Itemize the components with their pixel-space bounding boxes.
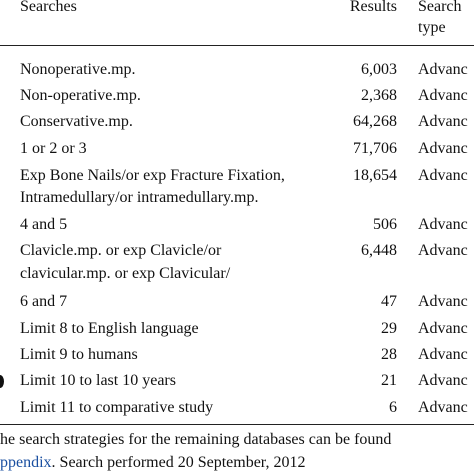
row-11-results: 21 [381,372,397,389]
header-search-type-line1: Search [418,0,462,15]
row-8-results: 47 [381,293,397,310]
header-rule [0,45,474,46]
footnote-line1: he search strategies for the remaining databases can be found [0,431,392,448]
row-12-type: Advanc [418,399,468,416]
row-7-type: Advanc [418,242,468,259]
bottom-rule [0,424,474,425]
row-5-type: Advanc [418,167,468,184]
row-1-results: 6,003 [361,61,397,78]
row-10-results: 28 [381,346,397,363]
header-searches: Searches [20,0,77,15]
footnote-line2-text: . Search performed 20 September, 2012 [51,454,306,471]
appendix-link[interactable]: ppendix [0,454,52,471]
row-6-results: 506 [373,216,397,233]
row-6-type: Advanc [418,216,468,233]
row-11-search: Limit 10 to last 10 years [20,372,176,389]
row-1-search: Nonoperative.mp. [20,61,136,78]
row-9-type: Advanc [418,320,468,337]
row-3-search: Conservative.mp. [20,113,133,130]
row-5-search-line2: Intramedullary/or intramedullary.mp. [20,189,259,206]
footnote-line2 [0,452,306,474]
row-7-results: 6,448 [361,242,397,259]
row-12-search: Limit 11 to comparative study [20,399,214,416]
row-7-search-line1: Clavicle.mp. or exp Clavicle/or [20,242,222,259]
row-11-type: Advanc [418,372,468,389]
row-5-results: 18,654 [353,167,397,184]
row-1-type: Advanc [418,61,468,78]
row-5-search-line1: Exp Bone Nails/or exp Fracture Fixation, [20,167,285,184]
row-4-results: 71,706 [353,140,397,157]
row-6-search: 4 and 5 [20,216,68,233]
row-9-search: Limit 8 to English language [20,320,199,337]
row-8-type: Advanc [418,293,468,310]
row-12-results: 6 [389,399,397,416]
margin-bullet [0,375,4,388]
row-10-search: Limit 9 to humans [20,346,138,363]
row-2-results: 2,368 [361,87,397,104]
row-2-search: Non-operative.mp. [20,87,141,104]
row-2-type: Advanc [418,87,468,104]
header-results: Results [349,0,397,15]
header-search-type-line2: type [418,19,446,36]
row-8-search: 6 and 7 [20,293,68,310]
row-4-type: Advanc [418,140,468,157]
row-3-results: 64,268 [353,113,397,130]
row-10-type: Advanc [418,346,468,363]
row-4-search: 1 or 2 or 3 [20,140,87,157]
row-9-results: 29 [381,320,397,337]
row-3-type: Advanc [418,113,468,130]
row-7-search-line2: clavicular.mp. or exp Clavicular/ [20,265,231,282]
